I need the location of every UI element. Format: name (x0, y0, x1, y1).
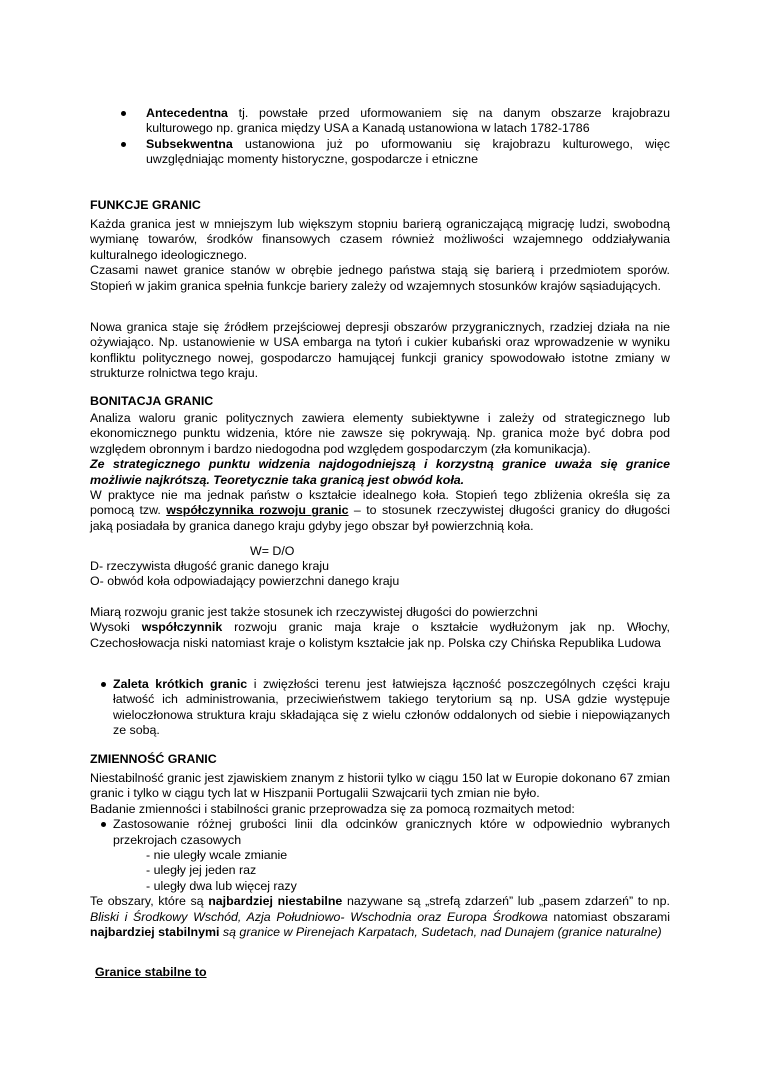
term-wspolczynnik-rozwoju: współczynnika rozwoju granic (166, 503, 349, 518)
paragraph: W praktyce nie ma jednak państw o kształcie idealnego koła. Stopień tego zbliżenia określa się za pomocą tzw. współczynnika rozwoju granic – to stosunek rzeczywistej długości granicy do długości jaką posiadała by granica danego kraju gdyby jego obszar był powierzchnią koła. (90, 488, 670, 533)
bullet-icon (101, 822, 106, 827)
bullet-icon (121, 142, 126, 147)
list-item-text: tj. powstałe przed uformowaniem się na danym obszarze krajobrazu kulturowego np. granica między USA a Kanadą ustanowiona w latach 1782-1786 (146, 106, 670, 136)
paragraph-emphasis: Ze strategicznego punktu widzenia najdogodniejszą i korzystną granice uważa się granice możliwie najkrótszą. Teoretycznie taka granicą jest obwód koła. (90, 457, 670, 487)
sub-item: - uległy jej jeden raz (146, 863, 257, 878)
region-list: Bliski i Środkowy Wschód, Azja Południowo- Wschodnia oraz Europa Środkowa (90, 909, 548, 924)
paragraph: Badanie zmienności i stabilności granic przeprowadza się za pomocą rozmaitych metod: (90, 801, 575, 816)
zaleta-list (90, 677, 670, 739)
sub-item: - nie uległy wcale zmianie (146, 848, 288, 863)
list-item (90, 106, 670, 137)
term-stabilne: najbardziej stabilnymi (90, 925, 220, 940)
paragraph: Wysoki współczynnik rozwoju granic maja kraje o kształcie wydłużonym jak np. Włochy, Czechosłowacja niski natomiast kraje o kolistym kształcie jak np. Polska czy Chińska Republika Ludowa (90, 620, 670, 650)
heading-funkcje: FUNKCJE GRANIC (90, 198, 201, 212)
formula-definitions (90, 559, 670, 590)
paragraph: Niestabilność granic jest zjawiskiem znanym z historii tylko w ciągu 150 lat w Europie dokonano 67 zmian granic i tylko w ciągu tych lat w Hiszpanii Portugalii Szwajcarii tych zmian nie było. (90, 771, 670, 801)
heading-granice-stabilne: Granice stabilne to (95, 965, 207, 979)
sub-item: - uległy dwa lub więcej razy (146, 878, 297, 893)
definition-d: D- rzeczywista długość granic danego kraju (90, 559, 329, 573)
bullet-icon (121, 111, 126, 116)
section-bonitacja (90, 411, 670, 534)
section-zmiennosc (90, 771, 670, 940)
paragraph: Czasami nawet granice stanów w obrębie jednego państwa stają się barierą i przedmiotem sporów. Stopień w jakim granica spełnia funkcje bariery zależy od wzajemnych stosunków krajów sąsiadujących. (90, 263, 670, 293)
term-zaleta: Zaleta krótkich granic (113, 677, 248, 691)
list-item: Zaleta krótkich granic i zwięzłości terenu jest łatwiejsza łączność poszczególnych części kraju łatwość ich administrowania, przeciwieństwem takiego terytorium są np. USA gdzie występuje wieloczłonowa struktura kraju składająca się z wielu członów oddalonych od siebie i niepowiązanych ze sobą. (90, 677, 670, 739)
bullet-icon (101, 682, 106, 687)
paragraph: Analiza waloru granic politycznych zawiera elementy subiektywne i zależy od strategicznego lub ekonomicznego punktu widzenia, które nie zawsze się pokrywają. Np. granica może być dobra pod względem obronnym i bardzo niedogodna pod względem gospodarczym (zła komunikacja). (90, 411, 670, 456)
term-antecedentna: Antecedentna (146, 106, 228, 120)
methods-list (90, 817, 670, 848)
intro-list (90, 106, 670, 168)
definition-o: O- obwód koła odpowiadający powierzchni danego kraju (90, 574, 400, 589)
list-item-text: ustanowiona już po uformowaniu się krajobrazu kulturowego, więc uwzględniając momenty historyczne, gospodarcze i etniczne (146, 136, 670, 167)
term-wspolczynnik: współczynnik (141, 620, 223, 635)
paragraph: Nowa granica staje się źródłem przejściowej depresji obszarów przygranicznych, rzadziej działa na nie ożywiająco. Np. ustanowienie w USA embarga na tytoń i cukier kubański oraz wprowadzenie w wyniku konfliktu politycznego nowej, gospodarczo hamującej funkcji granicy spowodowało istotne zmiany w strukturze rolnictwa tego kraju. (90, 320, 670, 381)
paragraph: Miarą rozwoju granic jest także stosunek ich rzeczywistej długości do powierzchni (90, 605, 538, 619)
heading-bonitacja: BONITACJA GRANIC (90, 394, 214, 408)
list-item: Zastosowanie różnej grubości linii dla odcinków granicznych które w odpowiednio wybranych przekrojach czasowych (90, 817, 670, 848)
heading-zmiennosc: ZMIENNOŚĆ GRANIC (90, 752, 217, 766)
section-funkcje (90, 217, 670, 294)
paragraph: Te obszary, które są najbardziej niestabilne nazywane są „strefą zdarzeń” lub „pasem zdarzeń” to np. Bliski i Środkowy Wschód, Azja Południowo- Wschodnia oraz Europa Środkowa natomiast obszarami najbardziej stabilnymi są granice w Pirenejach Karpatach, Sudetach, nad Dunajem (granice naturalne) (90, 894, 670, 940)
formula: W= D/O (250, 544, 295, 558)
stable-regions: są granice w Pirenejach Karpatach, Sudetach, nad Dunajem (granice naturalne) (219, 925, 662, 940)
list-item (90, 137, 670, 168)
section-wspolczynnik (90, 605, 670, 651)
term-niestabilne: najbardziej niestabilne (208, 894, 343, 909)
term-subsekwentna: Subsekwentna (146, 136, 233, 151)
paragraph: Każda granica jest w mniejszym lub większym stopniu barierą ograniczającą migrację ludzi, swobodną wymianę towarów, środków finansowych czasem również możliwości wzajemnego oddziaływania kulturalnego ideologicznego. (90, 217, 670, 262)
